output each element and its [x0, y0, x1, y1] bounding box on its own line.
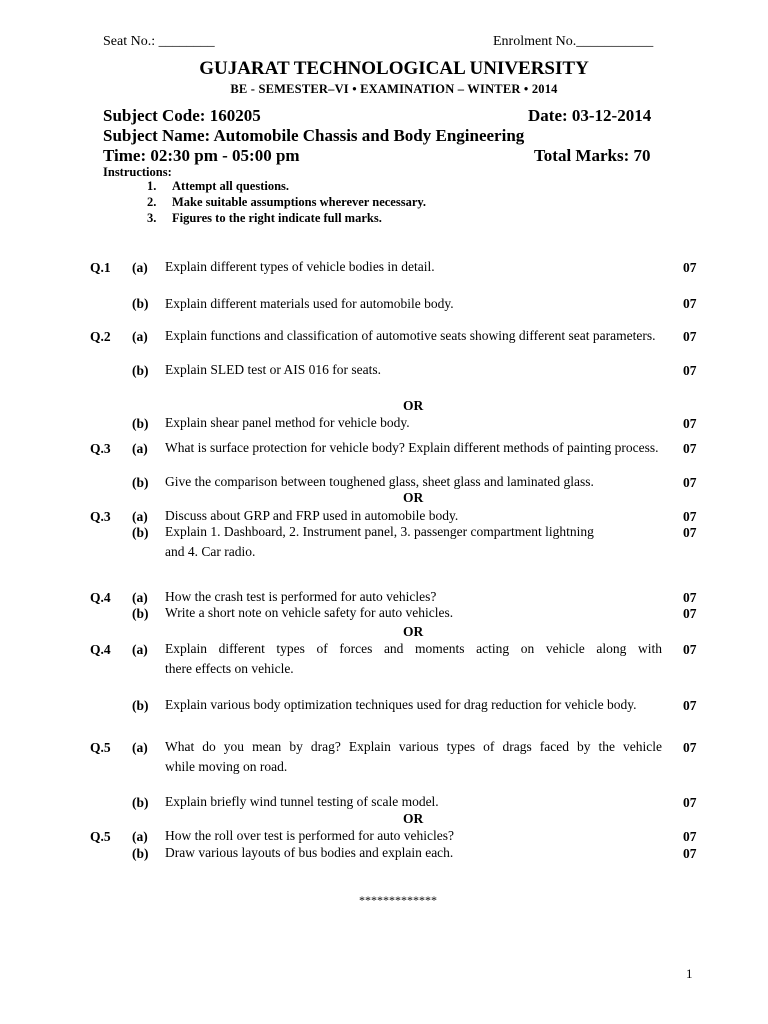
- question-number: Q.5: [90, 740, 111, 755]
- question-text: Explain SLED test or AIS 016 for seats.: [165, 362, 381, 377]
- subject-code: Subject Code: 160205: [103, 106, 261, 125]
- question-number: Q.5: [90, 829, 111, 844]
- marks: 07: [683, 329, 697, 344]
- question-text: Explain briefly wind tunnel testing of scale model.: [165, 794, 439, 809]
- part-label: (b): [132, 846, 149, 861]
- part-label: (b): [132, 795, 149, 810]
- seat-number-field: Seat No.: ________: [103, 34, 215, 49]
- marks: 07: [683, 590, 697, 605]
- marks: 07: [683, 642, 697, 657]
- enrolment-number-field: Enrolment No.___________: [493, 34, 654, 49]
- part-label: (a): [132, 329, 148, 344]
- question-text-continued: and 4. Car radio.: [165, 544, 256, 559]
- total-marks: Total Marks: 70: [534, 146, 651, 165]
- instructions-heading: Instructions:: [103, 165, 172, 179]
- part-label: (a): [132, 740, 148, 755]
- exam-date: Date: 03-12-2014: [528, 106, 652, 125]
- question-text: Explain shear panel method for vehicle body.: [165, 415, 410, 430]
- marks: 07: [683, 475, 697, 490]
- question-number: Q.3: [90, 509, 111, 524]
- marks: 07: [683, 416, 697, 431]
- subject-name: Subject Name: Automobile Chassis and Body Engineering: [103, 126, 525, 145]
- or-separator: OR: [403, 398, 424, 413]
- marks: 07: [683, 795, 697, 810]
- question-text: How the roll over test is performed for auto vehicles?: [165, 828, 455, 843]
- or-separator: OR: [403, 490, 424, 505]
- part-label: (b): [132, 416, 149, 431]
- question-text: Explain various body optimization techniques used for drag reduction for vehicle body.: [165, 697, 637, 712]
- marks: 07: [683, 441, 697, 456]
- part-label: (b): [132, 698, 149, 713]
- part-label: (a): [132, 829, 148, 844]
- part-label: (b): [132, 606, 149, 621]
- question-number: Q.4: [90, 642, 111, 657]
- question-text: Give the comparison between toughened glass, sheet glass and laminated glass.: [165, 474, 594, 489]
- marks: 07: [683, 740, 697, 755]
- instruction-number: 2.: [147, 195, 157, 209]
- question-text: Explain different types of forces and moments acting on vehicle along with: [165, 641, 662, 656]
- instruction-number: 1.: [147, 179, 157, 193]
- question-text: What is surface protection for vehicle body? Explain different methods of painting process.: [165, 440, 659, 455]
- marks: 07: [683, 606, 697, 621]
- question-text: Explain 1. Dashboard, 2. Instrument panel, 3. passenger compartment lightning: [165, 524, 594, 539]
- instruction-text: Figures to the right indicate full marks.: [172, 211, 382, 225]
- part-label: (b): [132, 475, 149, 490]
- exam-time: Time: 02:30 pm - 05:00 pm: [103, 146, 300, 165]
- instruction-item: [147, 179, 289, 194]
- part-label: (a): [132, 441, 148, 456]
- instruction-item: [147, 211, 382, 226]
- exam-subtitle: BE - SEMESTER–VI • EXAMINATION – WINTER • 2014: [230, 82, 558, 96]
- or-separator: OR: [403, 624, 424, 639]
- question-text: What do you mean by drag? Explain various types of drags faced by the vehicle: [165, 739, 662, 754]
- or-separator: OR: [403, 811, 424, 826]
- question-text: Explain different materials used for automobile body.: [165, 296, 454, 311]
- marks: 07: [683, 296, 697, 311]
- question-number: Q.1: [90, 260, 111, 275]
- part-label: (b): [132, 525, 149, 540]
- marks: 07: [683, 509, 697, 524]
- marks: 07: [683, 525, 697, 540]
- question-text: Discuss about GRP and FRP used in automobile body.: [165, 508, 459, 523]
- question-text: Explain functions and classification of automotive seats showing different seat parameters.: [165, 328, 656, 343]
- instruction-number: 3.: [147, 211, 157, 225]
- instruction-item: [147, 195, 426, 210]
- question-number: Q.4: [90, 590, 111, 605]
- part-label: (b): [132, 363, 149, 378]
- question-text-continued: there effects on vehicle.: [165, 661, 294, 676]
- part-label: (b): [132, 296, 149, 311]
- marks: 07: [683, 363, 697, 378]
- university-title: GUJARAT TECHNOLOGICAL UNIVERSITY: [199, 58, 589, 79]
- question-text: Explain different types of vehicle bodies in detail.: [165, 259, 435, 274]
- instruction-text: Make suitable assumptions wherever necessary.: [172, 195, 427, 209]
- part-label: (a): [132, 590, 148, 605]
- part-label: (a): [132, 260, 148, 275]
- question-number: Q.2: [90, 329, 111, 344]
- page-number: 1: [686, 966, 693, 981]
- question-text: How the crash test is performed for auto vehicles?: [165, 589, 437, 604]
- question-text: Write a short note on vehicle safety for auto vehicles.: [165, 605, 454, 620]
- question-number: Q.3: [90, 441, 111, 456]
- question-text: Draw various layouts of bus bodies and explain each.: [165, 845, 454, 860]
- marks: 07: [683, 829, 697, 844]
- part-label: (a): [132, 509, 148, 524]
- part-label: (a): [132, 642, 148, 657]
- marks: 07: [683, 698, 697, 713]
- question-text-continued: while moving on road.: [165, 759, 288, 774]
- marks: 07: [683, 846, 697, 861]
- end-of-paper-stars: *************: [359, 893, 437, 907]
- instruction-text: Attempt all questions.: [172, 179, 290, 193]
- marks: 07: [683, 260, 697, 275]
